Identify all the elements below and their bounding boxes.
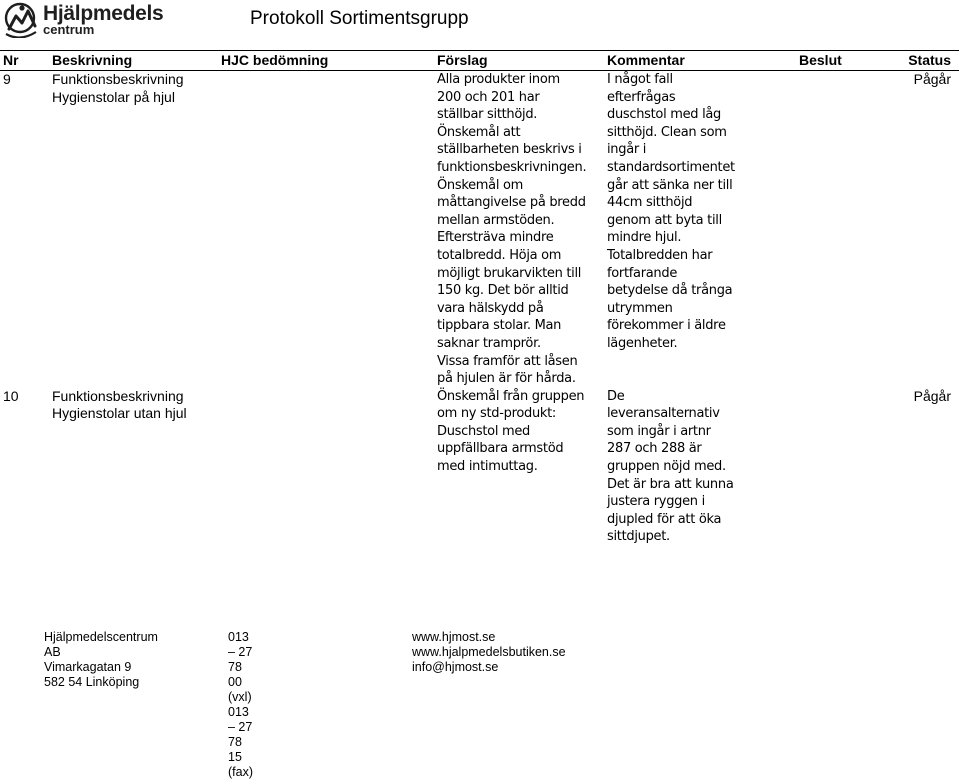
cell-hjc bbox=[218, 71, 434, 388]
cell-beslut bbox=[754, 71, 894, 388]
footer-phones: 013 – 27 78 00 (vxl) 013 – 27 78 15 (fax) bbox=[228, 630, 253, 779]
cell-kommentar: De leveransalternativ som ingår i artnr 287 och 288 är gruppen nöjd med. Det är bra att kunna justera ryggen i djupled för att öka sittdjupet. bbox=[607, 388, 734, 545]
footer-company: Hjälpmedelscentrum AB Vimarkagatan 9 582 54 Linköping bbox=[44, 630, 158, 689]
cell-forslag: Alla produkter inom 200 och 201 har ställbar sitthöjd. Önskemål att ställbarheten beskrivs i funktionsbeskrivningen. Önskemål om måttangivelse på bredd mellan armstöden. Eftersträva mindre totalbredd. Höja om möjligt brukarvikten till 150 kg. Det bör alltid vara hälskydd på tippbara stolar. Man saknar tramprör. Vissa framför att låsen på hjulen är för hårda. bbox=[437, 72, 587, 387]
table-header-row bbox=[0, 51, 959, 71]
col-header-beskrivning: Beskrivning bbox=[49, 51, 218, 71]
cell-forslag: Önskemål från gruppen om ny std-produkt: Duschstol med uppfällbara armstöd med intimuttag. bbox=[437, 388, 585, 475]
col-header-forslag: Förslag bbox=[434, 51, 604, 71]
col-header-status: Status bbox=[894, 51, 959, 71]
footer-web: www.hjmost.se www.hjalpmedelsbutiken.se info@hjmost.se bbox=[412, 630, 566, 674]
col-header-beslut: Beslut bbox=[754, 51, 894, 71]
cell-beslut bbox=[754, 388, 894, 546]
cell-hjc bbox=[218, 388, 434, 546]
cell-beskrivning: Funktionsbeskrivning Hygienstolar på hjul bbox=[52, 71, 184, 105]
cell-status: Pågår bbox=[913, 71, 951, 87]
table-row bbox=[0, 71, 959, 388]
logo-mark-icon bbox=[3, 2, 41, 38]
logo bbox=[3, 2, 163, 38]
cell-nr: 10 bbox=[3, 387, 19, 404]
cell-nr: 9 bbox=[3, 71, 11, 87]
cell-kommentar: I något fall efterfrågas duschstol med låg sitthöjd. Clean som ingår i standardsortimentet går att sänka ner till 44cm sitthöjd genom att byta till mindre hjul. Totalbredden har fortfarande betydelse då trånga utrymmen förekommer i äldre lägenheter. bbox=[607, 72, 735, 351]
protocol-table bbox=[0, 50, 959, 546]
cell-status: Pågår bbox=[913, 387, 951, 404]
logo-sub: centrum bbox=[43, 22, 95, 37]
logo-name: Hjälpmedels bbox=[43, 2, 164, 25]
col-header-hjc: HJC bedömning bbox=[218, 51, 434, 71]
col-header-nr: Nr bbox=[0, 51, 49, 71]
col-header-kommentar: Kommentar bbox=[604, 51, 754, 71]
page-title: Protokoll Sortimentsgrupp bbox=[250, 8, 469, 29]
table-row bbox=[0, 388, 959, 546]
cell-beskrivning: Funktionsbeskrivning Hygienstolar utan hjul bbox=[52, 387, 187, 422]
